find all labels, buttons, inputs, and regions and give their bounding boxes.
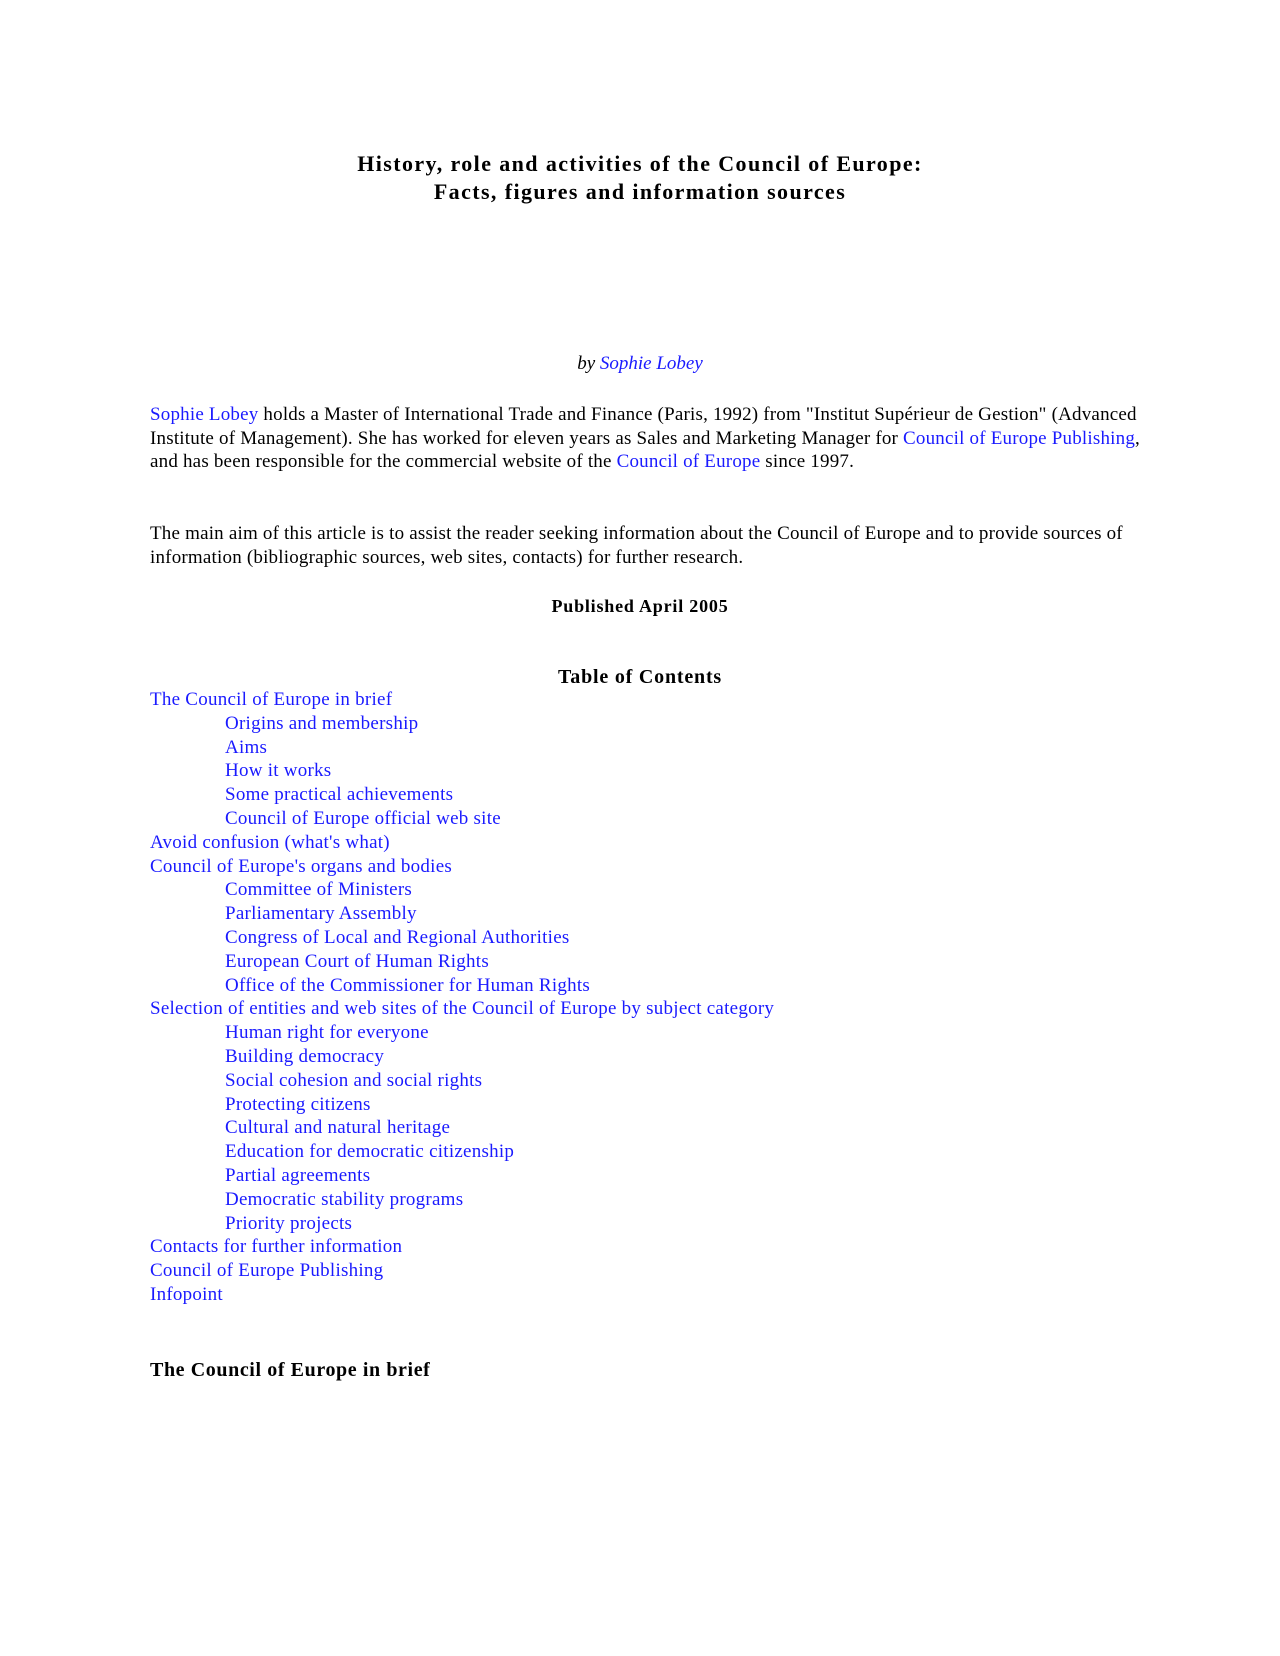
toc-item <box>150 997 774 1021</box>
toc-link[interactable]: Some practical achievements <box>225 784 454 806</box>
title-line-1: History, role and activities of the Council of Europe: <box>357 151 923 176</box>
toc-link[interactable]: Selection of entities and web sites of the Council of Europe by subject category <box>150 998 775 1020</box>
toc-link[interactable]: Infopoint <box>150 1283 223 1305</box>
table-of-contents <box>150 688 774 1307</box>
toc-link[interactable]: Priority projects <box>225 1212 353 1234</box>
toc-heading: Table of Contents <box>558 666 722 688</box>
toc-item <box>150 855 774 879</box>
toc-link[interactable]: Cultural and natural heritage <box>225 1117 451 1139</box>
toc-link[interactable]: Aims <box>225 736 268 758</box>
toc-link[interactable]: The Council of Europe in brief <box>150 689 393 710</box>
bio-author-link[interactable]: Sophie Lobey <box>150 404 259 425</box>
toc-link[interactable]: Parliamentary Assembly <box>225 903 417 925</box>
toc-link[interactable]: Council of Europe official web site <box>225 807 501 829</box>
toc-item <box>150 1045 774 1069</box>
toc-item <box>150 926 774 950</box>
document-title <box>0 150 1280 206</box>
toc-link[interactable]: European Court of Human Rights <box>225 950 489 972</box>
author-link[interactable]: Sophie Lobey <box>599 353 703 374</box>
bio-text-3: since 1997. <box>760 451 855 472</box>
toc-item <box>150 1188 774 1212</box>
toc-item <box>150 688 774 712</box>
bio-text-1: holds a Master of International Trade and Finance (Paris, 1992) from "Institut Supérieur de Gestion" (Advanced Institute of Management). She has worked for eleven years as Sales and Marketing Manager for <box>150 404 1137 449</box>
byline-prefix: by <box>577 353 600 374</box>
toc-link[interactable]: Democratic stability programs <box>225 1188 464 1210</box>
toc-link[interactable]: Congress of Local and Regional Authorities <box>225 926 570 948</box>
toc-item <box>150 712 774 736</box>
toc-item <box>150 950 774 974</box>
toc-link[interactable]: Education for democratic citizenship <box>225 1141 515 1163</box>
toc-item <box>150 1283 774 1307</box>
toc-item <box>150 1259 774 1283</box>
toc-item <box>150 807 774 831</box>
toc-link[interactable]: Contacts for further information <box>150 1236 403 1258</box>
toc-item <box>150 1164 774 1188</box>
byline <box>0 352 1280 376</box>
toc-link[interactable]: Protecting citizens <box>225 1093 371 1115</box>
toc-link[interactable]: Office of the Commissioner for Human Rights <box>225 974 591 996</box>
toc-link[interactable]: Avoid confusion (what's what) <box>150 831 390 853</box>
toc-link[interactable]: Partial agreements <box>225 1164 371 1186</box>
toc-item <box>150 1140 774 1164</box>
aim-paragraph: The main aim of this article is to assist the reader seeking information about the Council of Europe and to provide sources of information (bibliographic sources, web sites, contacts) for further research. <box>150 523 1123 568</box>
author-bio <box>150 403 1140 474</box>
toc-link[interactable]: Committee of Ministers <box>225 879 413 901</box>
toc-item <box>150 974 774 998</box>
toc-link[interactable]: Council of Europe's organs and bodies <box>150 855 453 877</box>
toc-item <box>150 783 774 807</box>
toc-item <box>150 1093 774 1117</box>
toc-link[interactable]: Council of Europe Publishing <box>150 1260 384 1282</box>
title-line-2: Facts, figures and information sources <box>433 179 847 204</box>
section-heading: The Council of Europe in brief <box>150 1359 431 1381</box>
toc-item <box>150 878 774 902</box>
toc-item <box>150 1021 774 1045</box>
toc-link[interactable]: How it works <box>225 760 332 782</box>
toc-item <box>150 1235 774 1259</box>
toc-item <box>150 759 774 783</box>
bio-text-2: , and has been responsible for the commercial website of the <box>150 427 1140 472</box>
toc-item <box>150 1069 774 1093</box>
toc-item <box>150 1212 774 1236</box>
published-date: Published April 2005 <box>551 596 729 616</box>
toc-link[interactable]: Building democracy <box>225 1045 385 1067</box>
toc-item <box>150 831 774 855</box>
publishing-link[interactable]: Council of Europe Publishing <box>903 427 1136 449</box>
toc-item <box>150 736 774 760</box>
toc-link[interactable]: Origins and membership <box>225 712 419 734</box>
toc-item <box>150 1116 774 1140</box>
toc-link[interactable]: Social cohesion and social rights <box>225 1069 483 1091</box>
toc-link[interactable]: Human right for everyone <box>225 1022 429 1044</box>
council-link[interactable]: Council of Europe <box>616 451 761 472</box>
toc-item <box>150 902 774 926</box>
